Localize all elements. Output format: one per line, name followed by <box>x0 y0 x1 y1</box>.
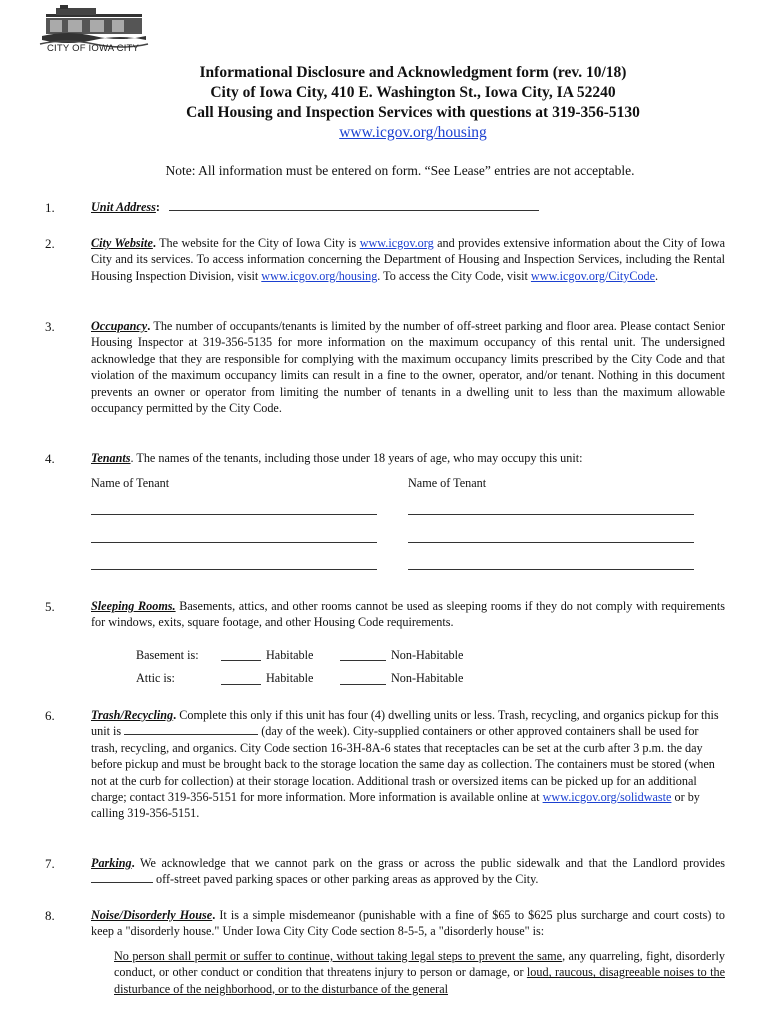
section-5-number: 5. <box>45 599 55 614</box>
section-sleeping-rooms: Sleeping Rooms. Basements, attics, and other rooms cannot be used as sleeping rooms if they do not comply with requirements for windows, exits, square footage, and other Housing Code requirements. <box>91 599 725 630</box>
form-title: Informational Disclosure and Acknowledgment form (rev. 10/18) <box>199 64 627 81</box>
section-city-website: City Website. The website for the City of Iowa City is www.icgov.org and provides extensive information about the City of Iowa City and its services. To access information concerning the Department of Housing and Inspection Services, including the Rental Housing Inspection Division, visit www.icgov.org/housing. To access the City Code, visit www.icgov.org/CityCode. <box>91 236 725 283</box>
tenants-title: Tenants <box>91 451 131 465</box>
attic-non-habitable-field[interactable] <box>340 684 386 685</box>
tenant-name-field[interactable] <box>91 514 377 515</box>
basement-habitable-field[interactable] <box>221 660 261 661</box>
attic-habitable-label: Habitable <box>266 671 314 685</box>
icgov-link[interactable]: www.icgov.org <box>359 236 434 250</box>
housing-page-link[interactable]: www.icgov.org/housing <box>261 268 378 283</box>
attic-label: Attic is: <box>136 671 175 685</box>
section-noise-disorderly: Noise/Disorderly House. It is a simple misdemeanor (punishable with a fine of $65 to $625 plus surcharge and court costs) to keep a "disorderly house." Under Iowa City City Code section 8-5-5, a "disorderly house" is: <box>91 908 725 939</box>
section-4-number: 4. <box>45 451 55 466</box>
basement-non-habitable-label: Non-Habitable <box>391 648 464 662</box>
tenant-name-field[interactable] <box>91 542 377 543</box>
tenant-name-field[interactable] <box>408 514 694 515</box>
note: Note: All information must be entered on form. “See Lease” entries are not acceptable. <box>165 163 635 178</box>
section-1-number: 1. <box>45 200 55 215</box>
section-3-number: 3. <box>45 319 55 334</box>
tenant-name-field[interactable] <box>91 569 377 570</box>
contact-line: Call Housing and Inspection Services with questions at 319-356-5130 <box>186 104 640 121</box>
trash-recycling-title: Trash/Recycling <box>91 708 174 722</box>
tenant-name-field[interactable] <box>408 542 694 543</box>
section-occupancy: Occupancy. The number of occupants/tenants is limited by the number of off-street parking and floor area. Please contact Senior Housing Inspector at 319-356-5135 for more information on the maximum occupancy of this rental unit. The undersigned acknowledge that they are responsible for complying with the maximum occupancy limits prescribed by the City Code and that violation of the maximum occupancy limits can result in a fine to the owner, operator, and/or tenant. Nothing in this document prevents an owner or operator from limiting the number of tenants in a dwelling unit to less than the maximum allowable occupancy permitted by the City Code. <box>91 319 725 416</box>
logo-text: CITY OF IOWA CITY <box>47 43 140 54</box>
attic-non-habitable-label: Non-Habitable <box>391 671 464 685</box>
basement-label: Basement is: <box>136 648 199 662</box>
section-6-number: 6. <box>45 708 55 723</box>
city-address: City of Iowa City, 410 E. Washington St., Iowa City, IA 52240 <box>210 84 616 101</box>
unit-address-field[interactable] <box>169 199 539 211</box>
section-tenants: Tenants. The names of the tenants, including those under 18 years of age, who may occupy this unit: <box>91 451 583 465</box>
noise-title: Noise/Disorderly House <box>91 908 213 922</box>
section-trash-recycling: Trash/Recycling. Complete this only if this unit has four (4) dwelling units or less. Trash, recycling, and organics pickup for this unit is (day of the week). City-supplied containers or other approved containers shall be used for trash, recycling, and organics. City Code section 16-3H-8A-6 states that receptacles can be set at the curb after 3 p.m. the day before pickup and must be brought back to the storage location the same day as collection. The containers must be stored (when not at the curb for collection) at their storage location. Additional trash or oversized items can be picked up for an additional charge; contact 319-356-5151 for more information. More information is available online at www.icgov.org/solidwaste or by calling 319-356-5151. <box>91 708 719 821</box>
parking-spaces-field[interactable] <box>91 871 153 883</box>
section-parking: Parking. We acknowledge that we cannot park on the grass or across the public sidewalk and that the Landlord provides off-street paved parking spaces or other parking areas as approved by the City. <box>91 856 725 887</box>
city-code-link[interactable]: www.icgov.org/CityCode <box>530 268 656 283</box>
attic-habitable-field[interactable] <box>221 684 261 685</box>
disorderly-house-quote: No person shall permit or suffer to continue, without taking legal steps to prevent the same, any quarreling, fight, disorderly conduct, or other conduct or condition that threatens injury to person or damage, or loud, raucous, disagreeable noises to the disturbance of the neighborhood, or to the disturbance of the general <box>114 949 725 996</box>
section-8-number: 8. <box>45 908 55 923</box>
section-unit-address: Unit Address: <box>91 199 725 215</box>
unit-address-title: Unit Address <box>91 200 156 214</box>
tenant-name-header-1: Name of Tenant <box>91 476 170 490</box>
parking-title: Parking <box>91 856 132 870</box>
pickup-day-field[interactable] <box>124 723 258 735</box>
section-7-number: 7. <box>45 856 55 871</box>
solidwaste-link[interactable]: www.icgov.org/solidwaste <box>542 790 672 805</box>
occupancy-title: Occupancy <box>91 319 148 333</box>
city-website-title: City Website <box>91 236 153 250</box>
tenant-name-header-2: Name of Tenant <box>408 476 487 490</box>
section-2-number: 2. <box>45 236 55 251</box>
housing-link[interactable]: www.icgov.org/housing <box>339 124 487 141</box>
tenant-name-field[interactable] <box>408 569 694 570</box>
sleeping-rooms-title: Sleeping Rooms. <box>91 599 176 613</box>
basement-habitable-label: Habitable <box>266 648 314 662</box>
basement-non-habitable-field[interactable] <box>340 660 386 661</box>
